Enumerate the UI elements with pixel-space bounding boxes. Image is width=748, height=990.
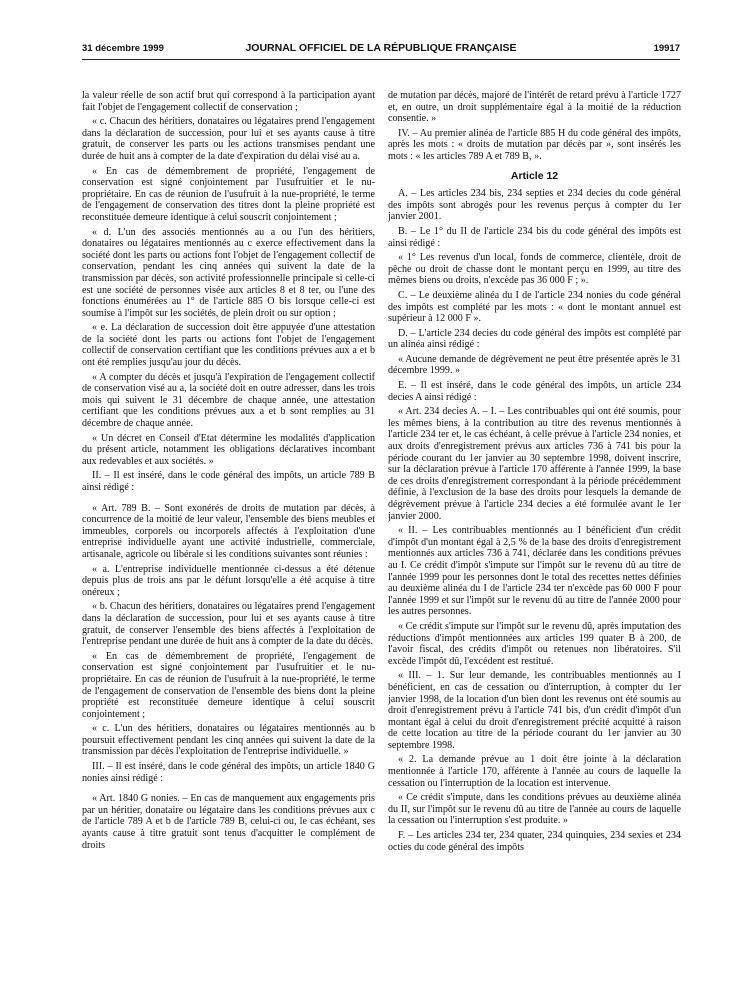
paragraph: « Art. 1840 G nonies. – En cas de manquement aux engagements pris par un héritier, donataire ou légataire dans les conditions prévues aux c de l'article 789 A et b de l'article 789 B, celui-ci ou, le cas échéant, ses ayants cause à titre gratuit sont tenus d'acquitter le complément de droits: [82, 793, 375, 851]
page-header: [82, 41, 680, 57]
header-rule: [82, 59, 680, 60]
header-page-number: 19917: [653, 43, 680, 54]
paragraph: « En cas de démembrement de propriété, l'engagement de conservation est signé conjointement par l'usufruitier et le nu-propriétaire. En cas de réunion de l'usufruit à la nue-propriété, le terme de l'engagement de conservation de l'ensemble des biens dont la pleine propriété est reconstituée demeure identique à celui souscrit conjointement ;: [82, 650, 375, 720]
paragraph: IV. – Au premier alinéa de l'article 885 H du code général des impôts, après les mots : « droits de mutation par décès par », sont insérés les mots : « les articles 789 A et 789 B, ».: [388, 127, 681, 162]
paragraph: « Art. 789 B. – Sont exonérés de droits de mutation par décès, à concurrence de la moitié de leur valeur, l'ensemble des biens meubles et immeubles, corporels ou incorporels affectés à l'exploitation d'une entreprise individuelle ayant une activité industrielle, commerciale, artisanale, agricole ou libérale si les conditions suivantes sont réunies :: [82, 502, 375, 560]
paragraph: B. – Le 1° du II de l'article 234 bis du code général des impôts est ainsi rédigé :: [388, 225, 681, 249]
paragraph: « 2. La demande prévue au 1 doit être jointe à la déclaration mentionnée à l'article 170, afférente à l'année au cours de laquelle la cessation ou l'interruption de la location est intervenue.: [388, 754, 681, 789]
header-title: JOURNAL OFFICIEL DE LA RÉPUBLIQUE FRANÇAISE: [245, 42, 517, 54]
paragraph: « Art. 234 decies A. – I. – Les contribuables qui ont été soumis, pour les mêmes biens, à la contribution au titre des revenus mentionnés à l'article 234 ter et, le cas échéant, à celle prévue à l'article 234 nonies, et aux droits d'enregistrement prévus aux articles 736 à 741 bis pour la période courant du 1er janvier au 30 septembre 1998, doivent inscrire, sur la déclaration prévue à l'article 170 afférente à l'année 1999, la base de ces droits d'enregistrement correspondant à la période précédemment définie, à l'exclusion de la base des droits pour lesquels la demande de dégrèvement prévue à l'article 234 decies a été formulée avant le 1er janvier 2000.: [388, 406, 681, 522]
paragraph: A. – Les articles 234 bis, 234 septies et 234 decies du code général des impôts sont abrogés pour les revenus perçus à compter du 1er janvier 2001.: [388, 188, 681, 223]
paragraph: la valeur réelle de son actif brut qui correspond à la participation ayant fait l'objet de l'engagement collectif de conservation ;: [82, 90, 375, 113]
paragraph: de mutation par décès, majoré de l'intérêt de retard prévu à l'article 1727 et, en outre, un droit supplémentaire égal à la moitié de la réduction consentie. »: [388, 90, 681, 125]
paragraph: « II. – Les contribuables mentionnés au I bénéficient d'un crédit d'impôt d'un montant égal à 2,5 % de la base des droits d'enregistrement mentionnés aux articles 736 à 741, déclarée dans les conditions prévues au I. Ce crédit d'impôt s'impute sur l'impôt sur le revenu dû au titre de l'année 1999 pour les personnes dont le total des recettes nettes définies au deuxième alinéa du I de l'article 234 ter n'excède pas 60 000 F pour l'année 1999 et sur l'impôt sur le revenu dû au titre de l'année 2000 pour les autres personnes.: [388, 525, 681, 618]
paragraph: « c. Chacun des héritiers, donataires ou légataires prend l'engagement dans la déclaration de succession, pour lui et ses ayants cause à titre gratuit, de conserver les parts ou les actions transmises pendant une durée de huit ans à compter de la date d'expiration du délai visé au a.: [82, 116, 375, 162]
paragraph: « III. – 1. Sur leur demande, les contribuables mentionnés au I bénéficient, en cas de cessation ou d'interruption, à compter du 1er janvier 1998, de la location d'un bien dont les revenus ont été soumis au droit d'enregistrement prévu à l'article 741 bis, d'un crédit d'impôt d'un montant égal à celui du droit d'enregistrement précité acquitté à raison de cette location au titre de la période courant du 1er janvier au 30 septembre 1998.: [388, 670, 681, 751]
paragraph: « c. L'un des héritiers, donataires ou légataires mentionnés au b poursuit effectivement pendant les cinq années qui suivent la date de la transmission par décès l'exploitation de l'entreprise individuelle. »: [82, 723, 375, 758]
paragraph: « d. L'un des associés mentionnés au a ou l'un des héritiers, donataires ou légataires mentionnés au c exerce effectivement dans la société dont les parts ou actions font l'objet de l'engagement collectif de conservation, pendant les cinq années qui suivent la date de la transmission par décès, son activité professionnelle principale si celle-ci est une société de personnes visée aux articles 8 et 8 ter, ou l'une des fonctions énumérées au 1° de l'article 885 O bis lorsque celle-ci est soumise à l'impôt sur les sociétés, de plein droit ou sur option ;: [82, 226, 375, 319]
paragraph: « b. Chacun des héritiers, donataires ou légataires prend l'engagement dans la déclaration de succession, pour lui et ses ayants cause à titre gratuit, de conserver l'ensemble des biens affectés à l'exploitation de l'entreprise pendant une durée de huit ans à compter de la date du décès.: [82, 601, 375, 648]
paragraph: E. – Il est inséré, dans le code général des impôts, un article 234 decies A ainsi rédigé :: [388, 380, 681, 403]
paragraph: « 1° Les revenus d'un local, fonds de commerce, clientèle, droit de pêche ou droit de chasse dont le montant perçu en 1999, au titre des mêmes biens ou droits, n'excède pas 36 000 F ; ».: [388, 252, 681, 287]
paragraph: F. – Les articles 234 ter, 234 quater, 234 quinquies, 234 sexies et 234 octies du code général des impôts: [388, 830, 681, 853]
paragraph: III. – Il est inséré, dans le code général des impôts, un article 1840 G nonies ainsi rédigé :: [82, 761, 375, 784]
paragraph: D. – L'article 234 decies du code général des impôts est complété par un alinéa ainsi rédigé :: [388, 327, 681, 351]
paragraph: II. – Il est inséré, dans le code général des impôts, un article 789 B ainsi rédigé :: [82, 470, 375, 493]
paragraph: C. – Le deuxième alinéa du I de l'article 234 nonies du code général des impôts est complété par les mots : « dont le montant annuel est supérieur à 12 000 F ».: [388, 289, 681, 325]
paragraph: « a. L'entreprise individuelle mentionnée ci-dessus a été détenue depuis plus de trois ans par le défunt lorsqu'elle a été acquise à titre onéreux ;: [82, 563, 375, 598]
header-date: 31 décembre 1999: [82, 43, 164, 54]
paragraph: « En cas de démembrement de propriété, l'engagement de conservation est signé conjointement par l'usufruitier et le nu-propriétaire. En cas de réunion de l'usufruit à la nue-propriété, le terme de l'engagement de conservation des titres dont la pleine propriété est reconstituée demeure identique à celui souscrit conjointement ;: [82, 165, 375, 223]
paragraph: « A compter du décès et jusqu'à l'expiration de l'engagement collectif de conservation visé au a, la société doit en outre adresser, dans les trois mois qui suivent le 31 décembre de chaque année, une attestation certifiant que les conditions prévues aux a et b sont remplies au 31 décembre de chaque année.: [82, 371, 375, 430]
left-column: [82, 90, 375, 958]
paragraph: « Aucune demande de dégrèvement ne peut être présentée après le 31 décembre 1999. »: [388, 353, 681, 377]
article-heading: Article 12: [510, 169, 559, 182]
right-column: [388, 90, 681, 958]
paragraph: « Un décret en Conseil d'Etat détermine les modalités d'application du présent article, notamment les obligations déclaratives incombant aux redevables et aux sociétés. »: [82, 432, 375, 467]
paragraph: « Ce crédit s'impute, dans les conditions prévues au deuxième alinéa du II, sur l'impôt sur le revenu dû au titre de l'année au cours de laquelle la cessation ou l'interruption s'est produite. »: [388, 792, 681, 827]
paragraph: « e. La déclaration de succession doit être appuyée d'une attestation de la société dont les parts ou actions font l'objet de l'engagement collectif de conservation certifiant que les conditions prévues aux a et b ont été remplies jusqu'au jour du décès.: [82, 322, 375, 369]
paragraph: « Ce crédit s'impute sur l'impôt sur le revenu dû, après imputation des réductions d'impôt mentionnées aux articles 199 quater B à 200, de l'avoir fiscal, des crédits d'impôt ou retenues non libératoires. S'il excède l'impôt dû, l'excédent est restitué.: [388, 620, 681, 667]
